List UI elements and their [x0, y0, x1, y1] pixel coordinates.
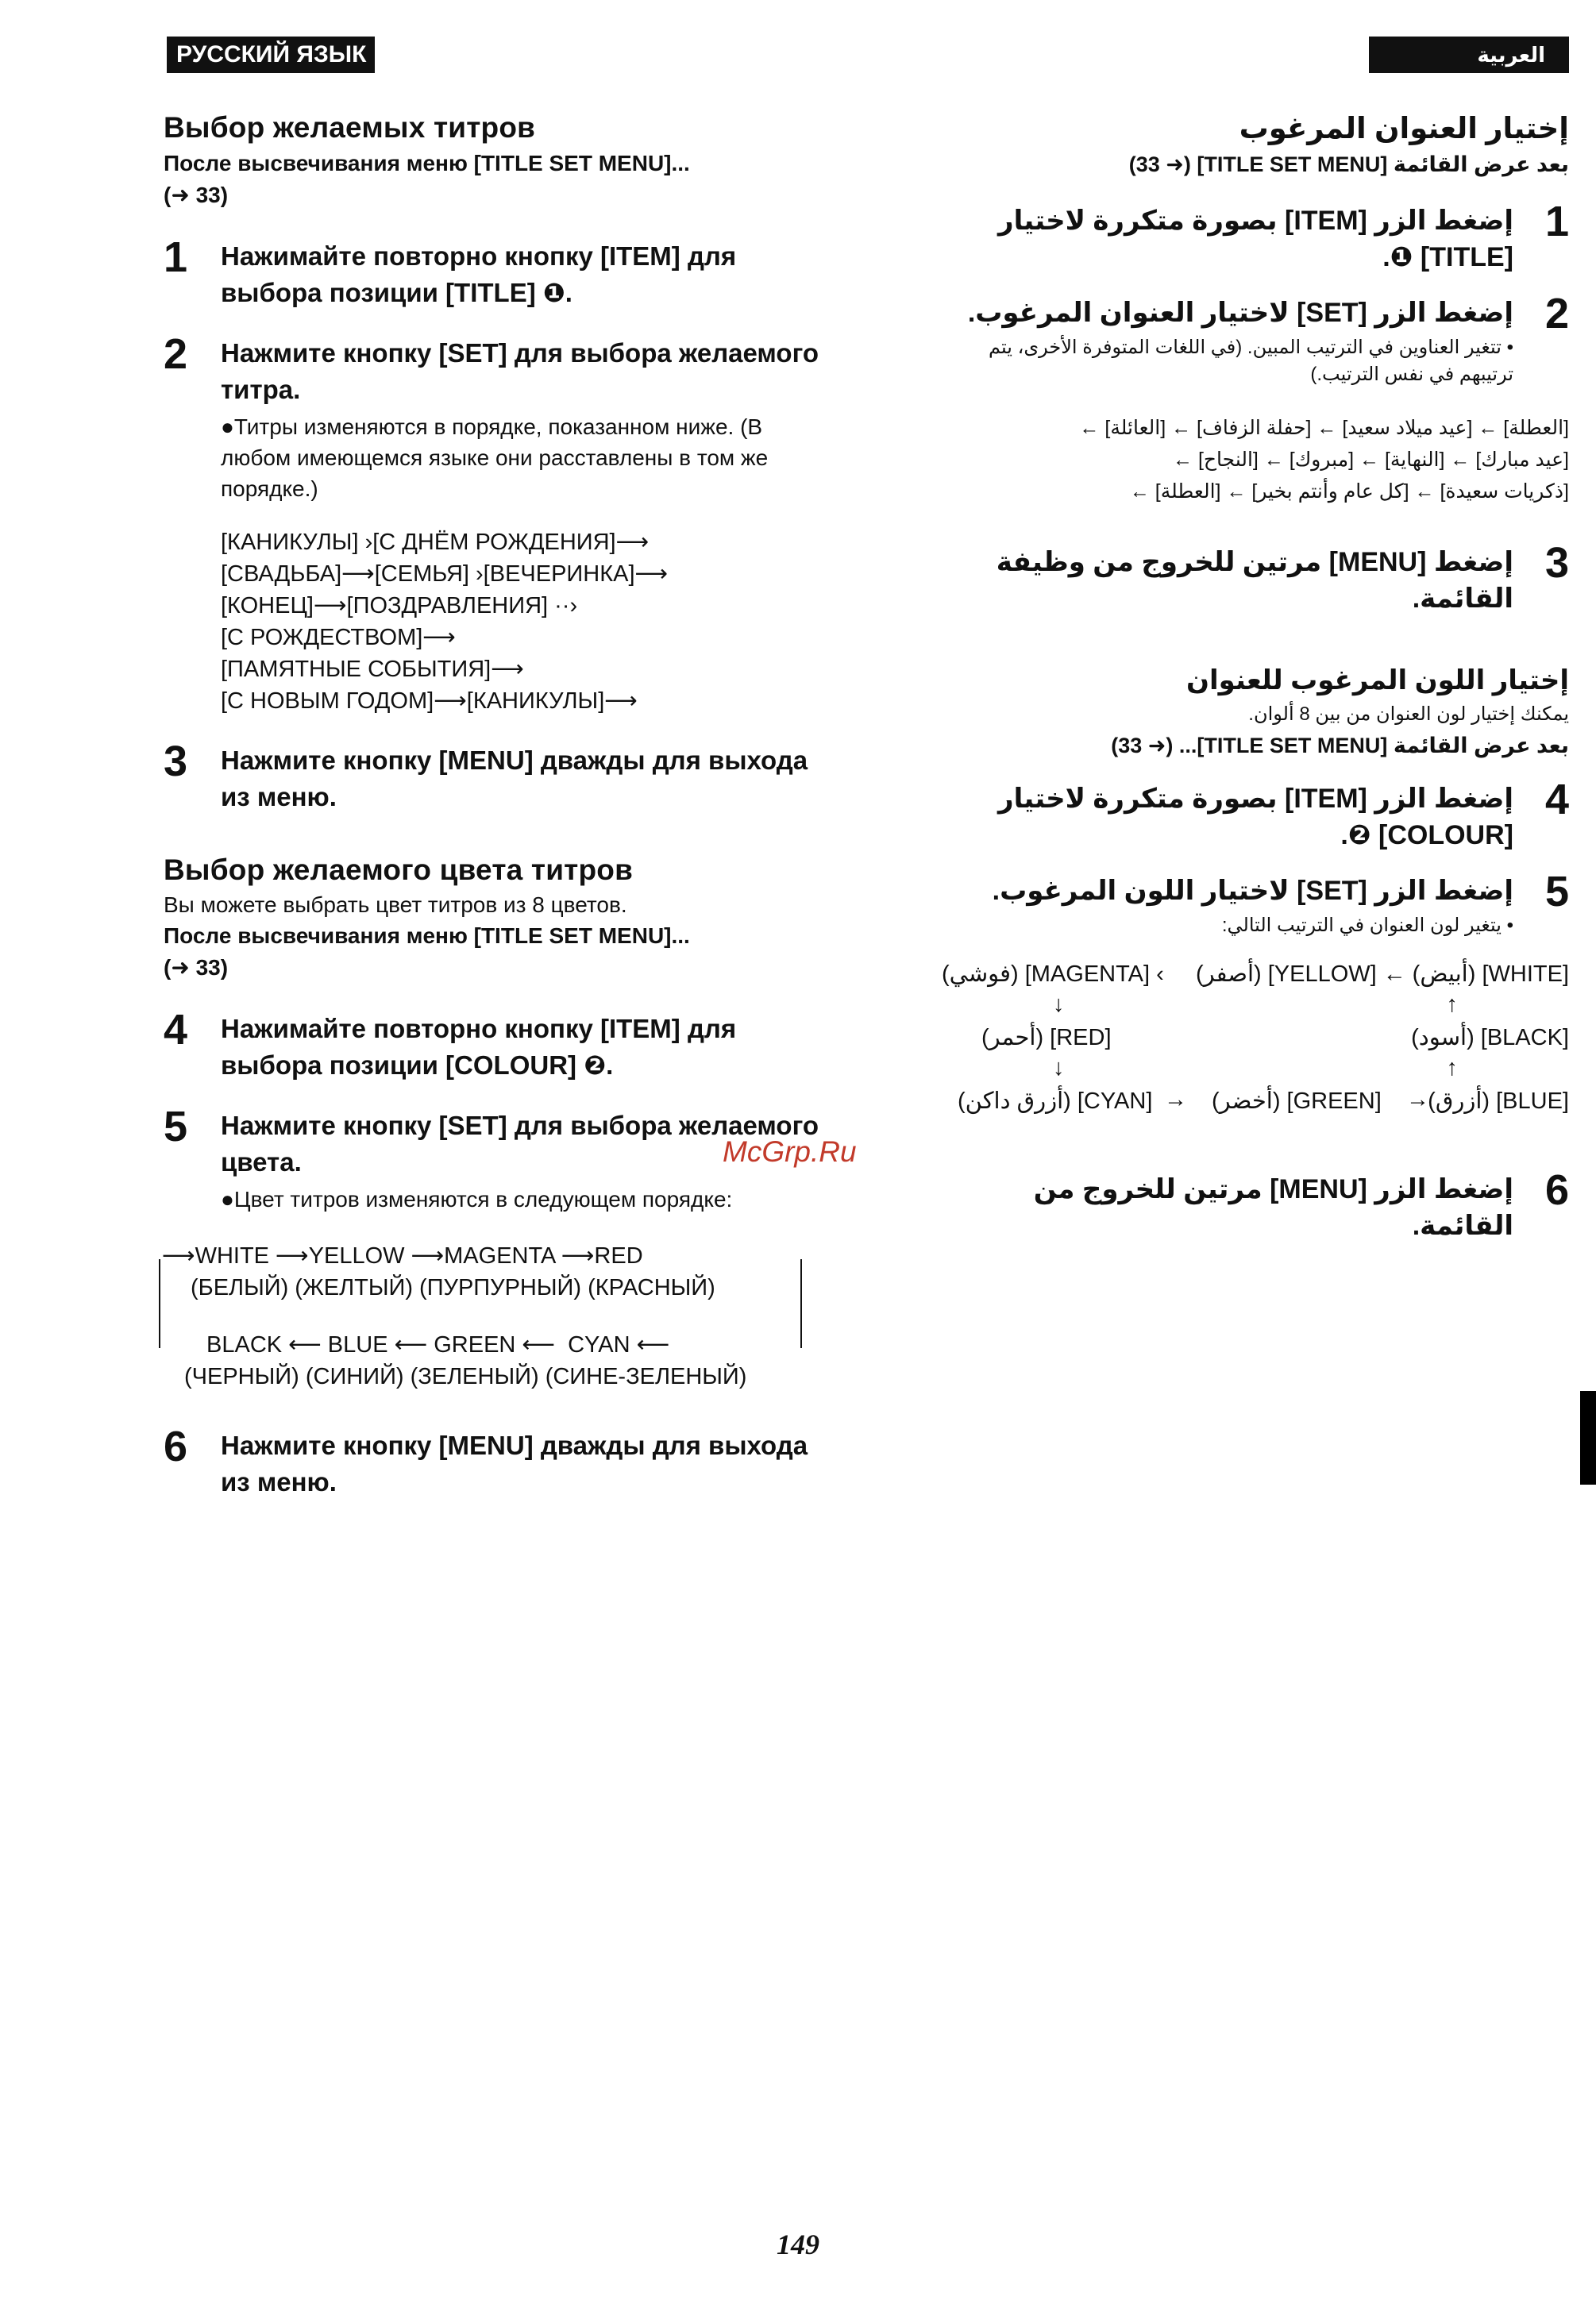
arrow-down-1: ↓: [1053, 992, 1065, 1017]
step-number: 4: [164, 1006, 188, 1054]
ru-step-6: [164, 1423, 823, 1501]
step-text: Нажмите кнопку [SET] для выбора желаемого цвета.: [221, 1111, 819, 1177]
step-number: 5: [164, 1103, 188, 1150]
ar-section2-intro: يمكنك إختيار لون العنوان من بين 8 ألوان.: [1248, 703, 1569, 725]
watermark: McGrp.Ru: [723, 1135, 857, 1168]
sequence-line: [КОНЕЦ]⟶[ПОЗДРАВЛЕНИЯ] ··›: [221, 593, 578, 618]
ru-section2-intro: Вы можете выбрать цвет титров из 8 цветов.: [164, 892, 627, 917]
ar-section1-pre: بعد عرض القائمة [TITLE SET MENU] (➜ 33): [1128, 152, 1569, 176]
arrow-up-1: ↑: [1446, 992, 1458, 1017]
color-red: (أحمر) [RED]: [981, 1025, 1112, 1050]
arrow-up-2: ↑: [1446, 1055, 1458, 1081]
color-row-2-ru: (ЧЕРНЫЙ) (СИНИЙ) (ЗЕЛЕНЫЙ) (СИНЕ-ЗЕЛЕНЫЙ): [184, 1364, 747, 1389]
ar-title-sequence: [934, 412, 1569, 507]
ar-section1-heading: إختيار العنوان المرغوب: [1239, 112, 1569, 144]
page-edge-tab: [1580, 1391, 1596, 1485]
ru-step-2: [164, 330, 823, 504]
arrow-right-2: →: [1406, 1087, 1429, 1112]
ar-step-5: [934, 868, 1569, 939]
ar-step-3: [934, 539, 1569, 617]
color-row-2: BLACK ⟵ BLUE ⟵ GREEN ⟵ CYAN ⟵: [206, 1332, 670, 1358]
ar-color-cycle-diagram: [934, 960, 1569, 1142]
ru-section1-heading: Выбор желаемых титров: [164, 111, 536, 144]
sequence-line: [عيد مبارك] ← [النهاية] ← [مبروك] ← [النجاح] ←: [1173, 449, 1569, 471]
sequence-line: [С РОЖДЕСТВОМ]⟶: [221, 625, 456, 650]
step-number: 1: [1544, 198, 1569, 245]
ru-section2-heading: Выбор желаемого цвета титров: [164, 853, 634, 886]
ar-section2-heading: إختيار اللون المرغوب للعنوان: [1185, 665, 1569, 695]
step-text: Нажмите кнопку [MENU] дважды для выхода из меню.: [221, 746, 808, 811]
step-note: • تتغير العناوين في الترتيب المبين. (في اللغات المتوفرة الأخرى، يتم ترتيبهم في نفس الترتيب.): [989, 337, 1513, 385]
step-note: ●Титры изменяются в порядке, показанном ниже. (В любом имеющемся языке они расставлены в том же порядке.): [221, 414, 769, 501]
color-blue: (أزرق) [BLUE]: [1428, 1088, 1569, 1114]
color-magenta: (فوشي) [MAGENTA] ‹: [942, 961, 1164, 987]
ru-section1-pre: После высвечивания меню [TITLE SET MENU]...: [164, 151, 690, 175]
page-number: 149: [777, 2229, 819, 2260]
step-text: إضغط الزر [SET] لاختيار العنوان المرغوب.: [967, 298, 1513, 328]
color-row-1-ru: (БЕЛЫЙ) (ЖЕЛТЫЙ) (ПУРПУРНЫЙ) (КРАСНЫЙ): [191, 1275, 715, 1300]
ar-step-1: [934, 198, 1569, 275]
step-text: Нажимайте повторно кнопку [ITEM] для выбора позиции [TITLE] ❶.: [221, 241, 737, 307]
ru-title-sequence: [221, 526, 823, 717]
step-number: 4: [1544, 776, 1569, 823]
arrow-down-2: ↓: [1053, 1055, 1065, 1081]
color-cyan: (أزرق داكن) [CYAN]: [958, 1088, 1153, 1114]
ru-section1-ref: (➜ 33): [164, 183, 229, 207]
step-number: 1: [164, 233, 188, 281]
sequence-line: [С НОВЫМ ГОДОМ]⟶[КАНИКУЛЫ]⟶: [221, 688, 638, 714]
cycle-bracket-right: [792, 1259, 802, 1348]
step-text: إضغط الزر [MENU] مرتين للخروج من القائمة.: [1033, 1174, 1513, 1241]
color-green: (أخضر) [GREEN]: [1212, 1088, 1382, 1114]
ru-step-3: [164, 738, 823, 815]
ar-section2-pre: بعد عرض القائمة [TITLE SET MENU]... (➜ 33): [1111, 734, 1569, 757]
color-black: (أسود) [BLACK]: [1411, 1025, 1569, 1050]
step-note: • يتغير لون العنوان في الترتيب التالي:: [1221, 915, 1513, 936]
ru-section2-ref: (➜ 33): [164, 955, 229, 980]
language-tag-arabic: العربية: [1369, 37, 1569, 73]
ru-step-1: [164, 233, 823, 311]
sequence-line: [СВАДЬБА]⟶[СЕМЬЯ] ›[ВЕЧЕРИНКА]⟶: [221, 561, 669, 587]
sequence-line: [ПАМЯТНЫЕ СОБЫТИЯ]⟶: [221, 657, 524, 682]
step-number: 3: [164, 738, 188, 785]
ru-section2-pre: После высвечивания меню [TITLE SET MENU]...: [164, 923, 690, 948]
color-yellow: (أصفر) [YELLOW] ←: [1196, 961, 1406, 987]
sequence-line: [КАНИКУЛЫ] ›[С ДНЁМ РОЖДЕНИЯ]⟶: [221, 530, 650, 555]
step-text: إضغط الزر [ITEM] بصورة متكررة لاختيار [COLOUR] ❷.: [998, 784, 1513, 850]
step-number: 3: [1544, 539, 1569, 587]
step-number: 6: [164, 1423, 188, 1470]
ar-step-6: [934, 1166, 1569, 1244]
ru-color-cycle-diagram: [157, 1242, 808, 1401]
step-text: Нажмите кнопку [MENU] дважды для выхода из меню.: [221, 1431, 808, 1497]
arabic-column: [934, 105, 1569, 1244]
step-note: ●Цвет титров изменяются в следующем порядке:: [221, 1187, 733, 1212]
ar-step-4: [934, 776, 1569, 853]
ru-step-4: [164, 1006, 823, 1084]
russian-column: [164, 105, 823, 1501]
step-number: 5: [1544, 868, 1569, 915]
step-text: إضغط الزر [ITEM] بصورة متكررة لاختيار [TITLE] ❶.: [998, 206, 1513, 272]
color-row-1: ⟶WHITE ⟶YELLOW ⟶MAGENTA ⟶RED: [162, 1243, 643, 1269]
step-text: إضغط [MENU] مرتين للخروج من وظيفة القائمة.: [996, 547, 1513, 614]
sequence-line: [ذكريات سعيدة] ← [كل عام وأنتم بخير] ← [العطلة] ←: [1129, 480, 1569, 503]
sequence-line: [العطلة] ← [عيد ميلاد سعيد] ← [حفلة الزفاف] ← [العائلة] ←: [1079, 417, 1569, 439]
ar-step-2: [934, 290, 1569, 388]
step-text: Нажимайте повторно кнопку [ITEM] для выбора позиции [COLOUR] ❷.: [221, 1014, 737, 1080]
color-white: (أبيض) [WHITE]: [1412, 961, 1569, 987]
step-number: 2: [164, 330, 188, 378]
step-text: Нажмите кнопку [SET] для выбора желаемого титра.: [221, 338, 819, 404]
step-text: إضغط الزر [SET] لاختيار اللون المرغوب.: [992, 876, 1513, 906]
step-number: 6: [1544, 1166, 1569, 1214]
cycle-bracket-left: [159, 1259, 168, 1348]
step-number: 2: [1544, 290, 1569, 337]
language-tag-russian: РУССКИЙ ЯЗЫК: [167, 37, 375, 73]
arrow-right-1: →: [1164, 1087, 1187, 1112]
